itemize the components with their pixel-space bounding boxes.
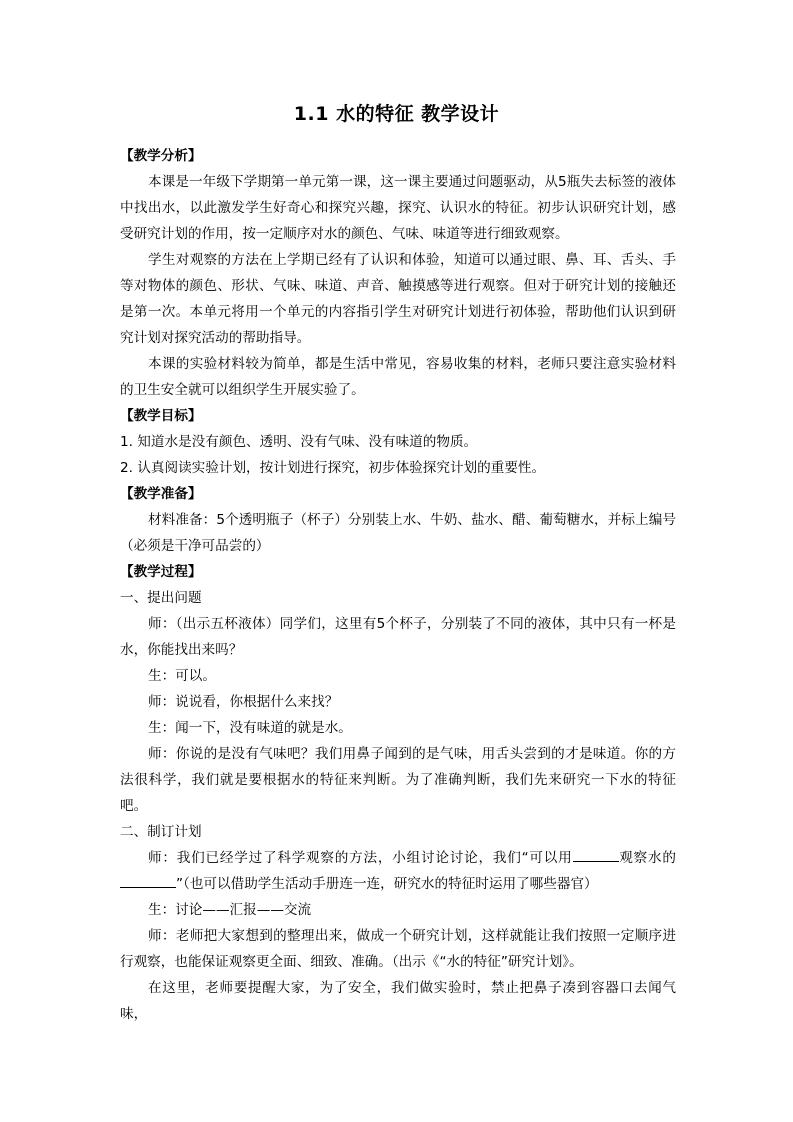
dialogue-line: 生：可以。	[148, 668, 216, 684]
section-heading-objectives: 【教学目标】	[120, 408, 202, 424]
question-text: 观察水的	[618, 850, 677, 866]
dialogue-line: 师：（出示五杯液体）同学们，这里有5个杯子，分别装了不同的液体，其中只有一杯是水，你能找出来吗？	[120, 616, 676, 658]
dialogue-line: 师：老师把大家想到的整理出来，做成一个研究计划，这样就能让我们按照一定顺序进行观察，也能保证观察更全面、细致、准确。（出示《“水的特征”研究计划》。	[120, 928, 676, 970]
dialogue-line: 在这里，老师要提醒大家，为了安全，我们做实验时，禁止把鼻子凑到容器口去闻气味，	[120, 980, 676, 1022]
dialogue-line: 师：说说看，你根据什么来找？	[148, 694, 339, 710]
paragraph: 学生对观察的方法在上学期已经有了认识和体验，知道可以通过眼、鼻、耳、舌头、手等对物体的颜色、形状、气味、味道、声音、触摸感等进行观察。但对于研究计划的接触还是第一次。本单元将用一个单元的内容指引学生对研究计划进行初体验，帮助他们认识到研究计划对探究活动的帮助指导。	[120, 252, 676, 346]
dialogue-line: 生：讨论——汇报——交流	[148, 902, 312, 918]
document-body	[120, 143, 676, 1027]
objective-item: 2. 认真阅读实验计划，按计划进行探究，初步体验探究计划的重要性。	[120, 460, 546, 476]
dialogue-line: 生：闻一下，没有味道的就是水。	[148, 720, 352, 736]
question-text: ”（也可以借助学生活动手册连一连，研究水的特征时运用了哪些器官）	[176, 876, 598, 892]
step-heading: 二、制订计划	[120, 824, 202, 840]
section-heading-process: 【教学过程】	[120, 564, 202, 580]
dialogue-line: 师：你说的是没有气味吧？我们用鼻子闻到的是气味，用舌头尝到的才是味道。你的方法很科学，我们就是要根据水的特征来判断。为了准确判断，我们先来研究一下水的特征吧。	[120, 746, 676, 814]
fill-blank	[120, 872, 176, 888]
section-heading-analysis: 【教学分析】	[120, 148, 202, 164]
section-heading-preparation: 【教学准备】	[120, 486, 202, 502]
page-title: 1.1 水的特征 教学设计	[293, 103, 500, 125]
preparation-text: 材料准备：5个透明瓶子（杯子）分别装上水、牛奶、盐水、醋、葡萄糖水，并标上编号（必须是干净可品尝的）	[120, 512, 676, 554]
fill-blank	[573, 846, 619, 862]
paragraph: 本课的实验材料较为简单，都是生活中常见，容易收集的材料，老师只要注意实验材料的卫生安全就可以组织学生开展实验了。	[120, 356, 676, 398]
paragraph: 本课是一年级下学期第一单元第一课，这一课主要通过问题驱动，从5瓶失去标签的液体中找出水，以此激发学生好奇心和探究兴趣，探究、认识水的特征。初步认识研究计划，感受研究计划的作用，按一定顺序对水的颜色、气味、味道等进行细致观察。	[120, 174, 676, 242]
step-heading: 一、提出问题	[120, 590, 202, 606]
dialogue-line-with-blanks	[120, 845, 676, 897]
objective-item: 1. 知道水是没有颜色、透明、没有气味、没有味道的物质。	[120, 434, 478, 450]
question-text: 师：我们已经学过了科学观察的方法，小组讨论讨论，我们“可以用	[148, 850, 573, 866]
